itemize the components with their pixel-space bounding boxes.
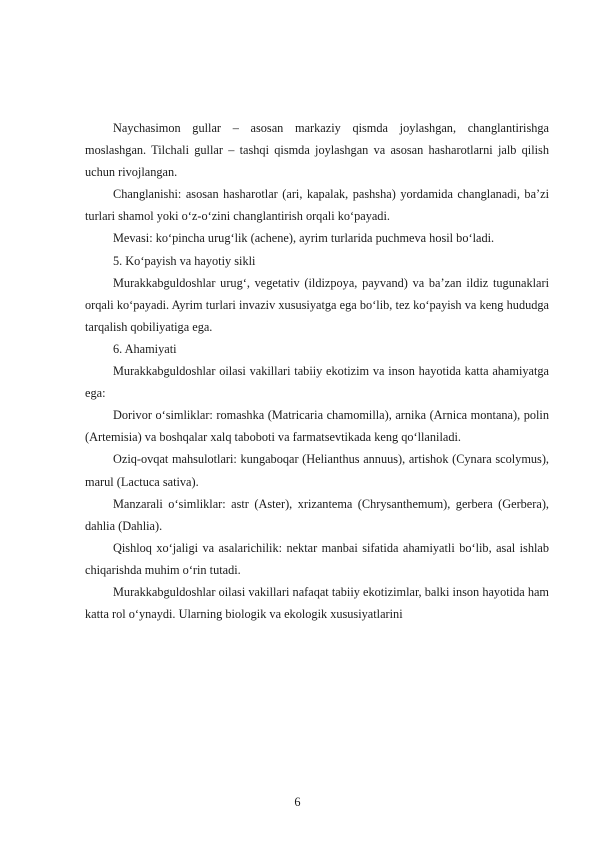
page-number: 6 bbox=[294, 795, 301, 809]
paragraph-reproduction: Murakkabguldoshlar urug‘, vegetativ (ildizpoya, payvand) va ba’zan ildiz tugunaklari orqali ko‘payadi. Ayrim turlari invaziv xususiyatga ega bo‘lib, tez ko‘payish va keng hududga tarqalish qobiliyatiga ega. bbox=[85, 275, 549, 334]
paragraph-flower-types: Naychasimon gullar – asosan markaziy qismda joylashgan, changlantirishga moslashgan. Tilchali gullar – tashqi qismda joylashgan va asosan hasharotlarni jalb qilish uchun rivojlangan. bbox=[85, 121, 549, 180]
page-body bbox=[85, 117, 549, 625]
paragraph-conclusion: Murakkabguldoshlar oilasi vakillari nafaqat tabiiy ekotizimlar, balki inson hayotida ham katta rol o‘ynaydi. Ularning biologik va ekologik xususiyatlarini bbox=[85, 584, 549, 622]
paragraph-fruit: Mevasi: ko‘pincha urug‘lik (achene), ayrim turlarida puchmeva hosil bo‘ladi. bbox=[113, 231, 495, 246]
paragraph-pollination: Changlanishi: asosan hasharotlar (ari, kapalak, pashsha) yordamida changlanadi, ba’zi turlari shamol yoki o‘z-o‘zini changlantirish orqali ko‘payadi. bbox=[85, 187, 549, 224]
paragraph-agriculture-beekeeping: Qishloq xo‘jaligi va asalarichilik: nektar manbai sifatida ahamiyatli bo‘lib, asal ishlab chiqarishda muhim o‘rin tutadi. bbox=[85, 540, 549, 577]
paragraph-ornamental-plants: Manzarali o‘simliklar: astr (Aster), xrizantema (Chrysanthemum), gerbera (Gerbera), dahlia (Dahlia). bbox=[85, 496, 549, 533]
paragraph-food-products: Oziq-ovqat mahsulotlari: kungaboqar (Helianthus annuus), artishok (Cynara scolymus), marul (Lactuca sativa). bbox=[85, 452, 549, 489]
section-heading-importance: 6. Ahamiyati bbox=[113, 341, 177, 356]
paragraph-importance-intro: Murakkabguldoshlar oilasi vakillari tabiiy ekotizim va inson hayotida katta ahamiyatga ega: bbox=[85, 364, 549, 401]
paragraph-medicinal-plants: Dorivor o‘simliklar: romashka (Matricaria chamomilla), arnika (Arnica montana), polin (Artemisia) va boshqalar xalq taboboti va farmatsevtikada keng qo‘llaniladi. bbox=[85, 408, 549, 445]
section-heading-reproduction: 5. Ko‘payish va hayotiy sikli bbox=[113, 253, 256, 268]
